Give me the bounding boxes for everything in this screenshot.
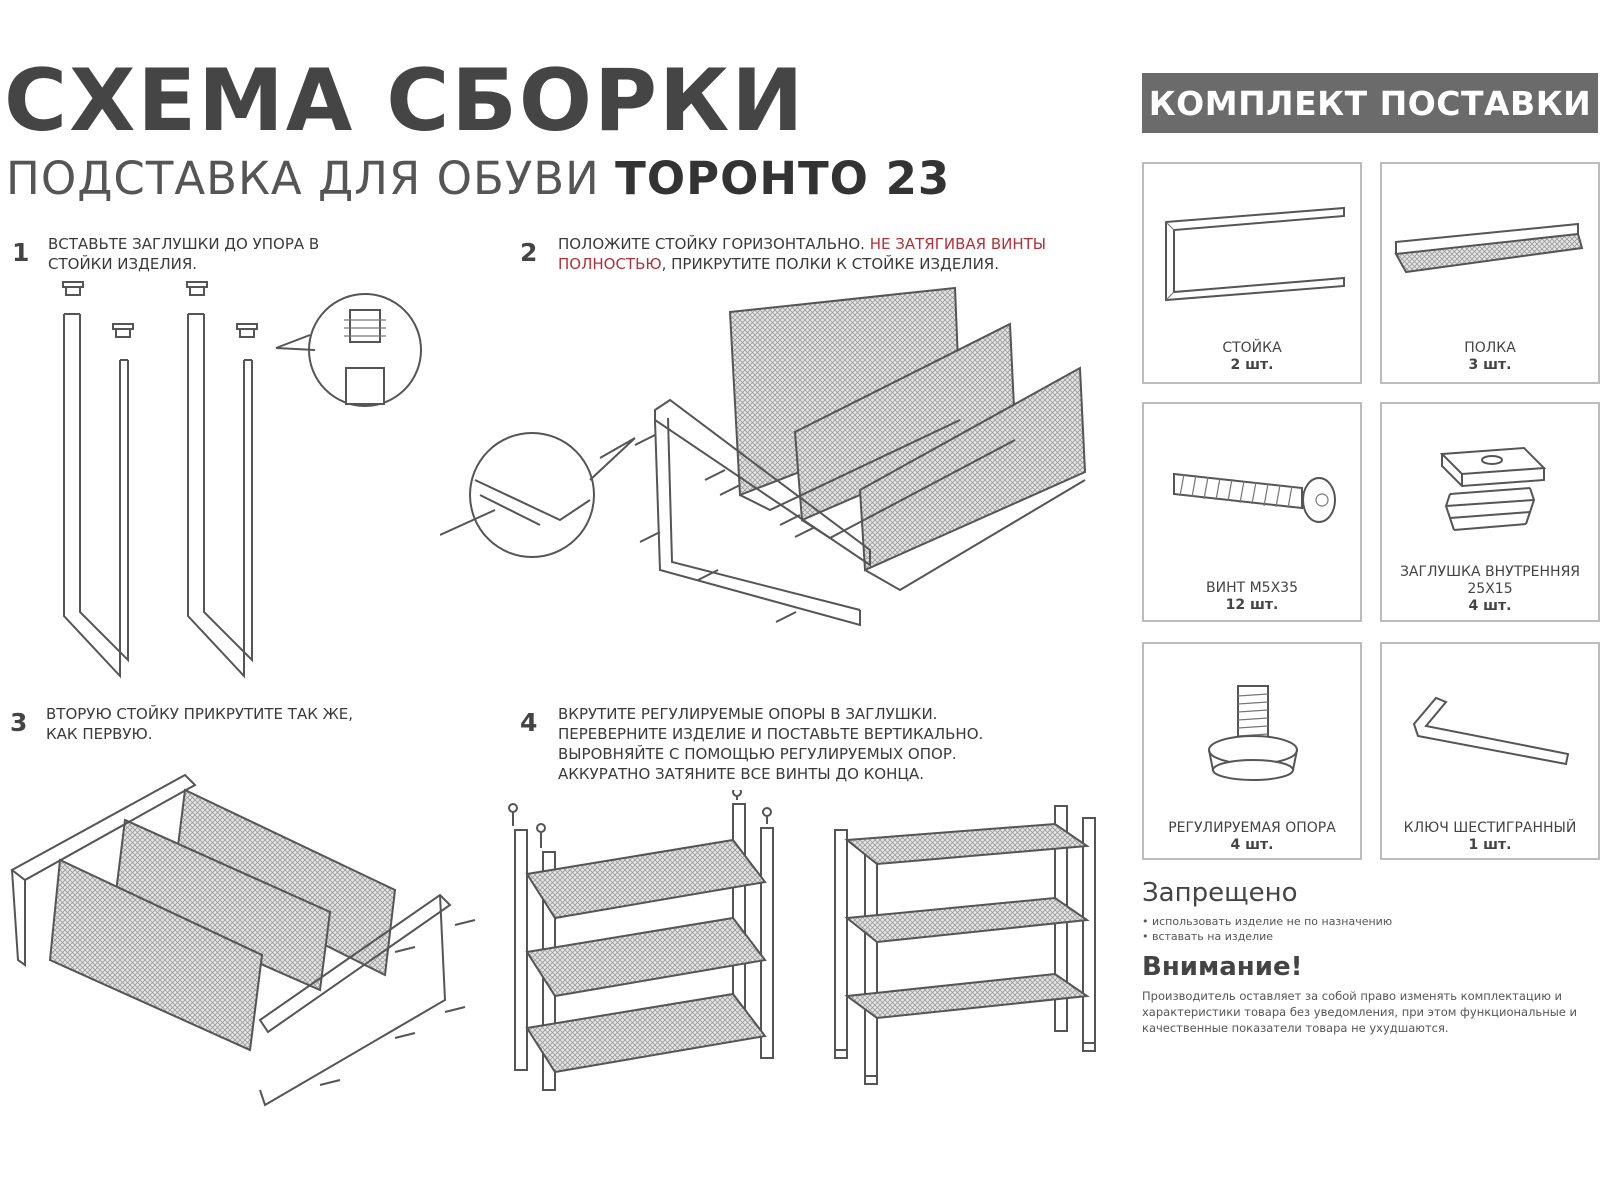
attention-title: Внимание! [1142,952,1303,982]
kit-card-hex-key [1380,642,1600,860]
step-2-text-before: ПОЛОЖИТЕ СТОЙКУ ГОРИЗОНТАЛЬНО. [558,235,870,253]
step-3-number: 3 [10,708,28,737]
detail-magnifier [276,294,421,406]
step-2-warning: НЕ ЗАТЯГИВАЯ ВИНТЫ ПОЛНОСТЬЮ [558,235,1047,273]
subtitle-prefix: ПОДСТАВКА ДЛЯ ОБУВИ [6,152,616,205]
shelf-panels [50,790,395,1050]
kit-item-name: ВИНТ М5Х35 [1206,580,1298,596]
subtitle-model: ТОРОНТО 23 [615,152,951,205]
kit-card-screw [1142,402,1362,622]
step-1-text: ВСТАВЬТЕ ЗАГЛУШКИ ДО УПОРА В СТОЙКИ ИЗДЕЛИЯ. [48,235,320,273]
kit-item-qty: 2 шт. [1230,357,1274,373]
page-title: СХЕМА СБОРКИ [4,51,806,151]
shelf-panels [730,288,1085,590]
page-subtitle [6,152,951,205]
kit-card-foot [1142,642,1362,860]
kit-item-qty: 4 шт. [1230,837,1274,853]
screw-icon [1144,404,1360,564]
kit-item-qty: 3 шт. [1468,357,1512,373]
kit-item-qty: 4 шт. [1468,598,1512,614]
step-2-text [558,234,1098,274]
kit-item-qty: 12 шт. [1225,597,1279,613]
frame-b [188,314,252,676]
kit-card-shelf [1380,162,1600,384]
frame-icon [1144,164,1360,314]
step-4-text: ВКРУТИТЕ РЕГУЛИРУЕМЫЕ ОПОРЫ В ЗАГЛУШКИ. ПЕРЕВЕРНИТЕ ИЗДЕЛИЕ И ПОСТАВЬТЕ ВЕРТИКАЛЬНО. ВЫРОВНЯЙТЕ С ПОМОЩЬЮ РЕГУЛИРУЕМЫХ ОПОР. АККУРАТНО ЗАТЯНИТЕ ВСЕ ВИНТЫ ДО КОНЦА. [558,705,984,783]
shelf-icon [1382,164,1598,314]
list-item: • использовать изделие не по назначению [1142,915,1393,928]
plug-icon [63,282,257,337]
rack-upright [835,806,1095,1084]
step-2-number: 2 [520,238,538,267]
frame-a [64,314,128,676]
kit-item-name: ЗАГЛУШКА ВНУТРЕННЯЯ 25Х15 [1399,564,1581,597]
kit-card-plug [1380,402,1600,622]
step-3-text: ВТОРУЮ СТОЙКУ ПРИКРУТИТЕ ТАК ЖЕ, КАК ПЕРВУЮ. [46,705,354,743]
step-1-illustration [40,280,460,700]
kit-item-qty: 1 шт. [1468,837,1512,853]
attention-text: Производитель оставляет за собой право изменять комплектацию и характеристики товара без уведомления, при этом функциональные и качественные показатели товара не ухудшаются. [1142,989,1577,1035]
detail-magnifier [440,433,635,557]
prohibited-list [1142,914,1598,944]
kit-item-name: РЕГУЛИРУЕМАЯ ОПОРА [1168,820,1336,836]
kit-item-name: СТОЙКА [1222,340,1282,356]
list-item: • вставать на изделие [1142,930,1274,943]
step-4-illustration [505,790,1125,1100]
kit-header: КОМПЛЕКТ ПОСТАВКИ [1142,73,1598,133]
kit-item-name: ПОЛКА [1464,340,1516,356]
step-3-illustration [0,760,520,1120]
prohibited-title: Запрещено [1142,878,1298,908]
step-2-text-after: , ПРИКРУТИТЕ ПОЛКИ К СТОЙКЕ ИЗДЕЛИЯ. [661,255,999,273]
kit-item-name: КЛЮЧ ШЕСТИГРАННЫЙ [1403,820,1577,836]
step-2-illustration [440,280,1120,660]
step-4-number: 4 [520,708,538,737]
rack-upside-down [509,790,773,1090]
plug-icon [1382,404,1598,564]
step-1-number: 1 [12,238,30,267]
kit-card-frame [1142,162,1362,384]
hex-key-icon [1382,644,1598,804]
adjustable-foot-icon [1144,644,1360,804]
